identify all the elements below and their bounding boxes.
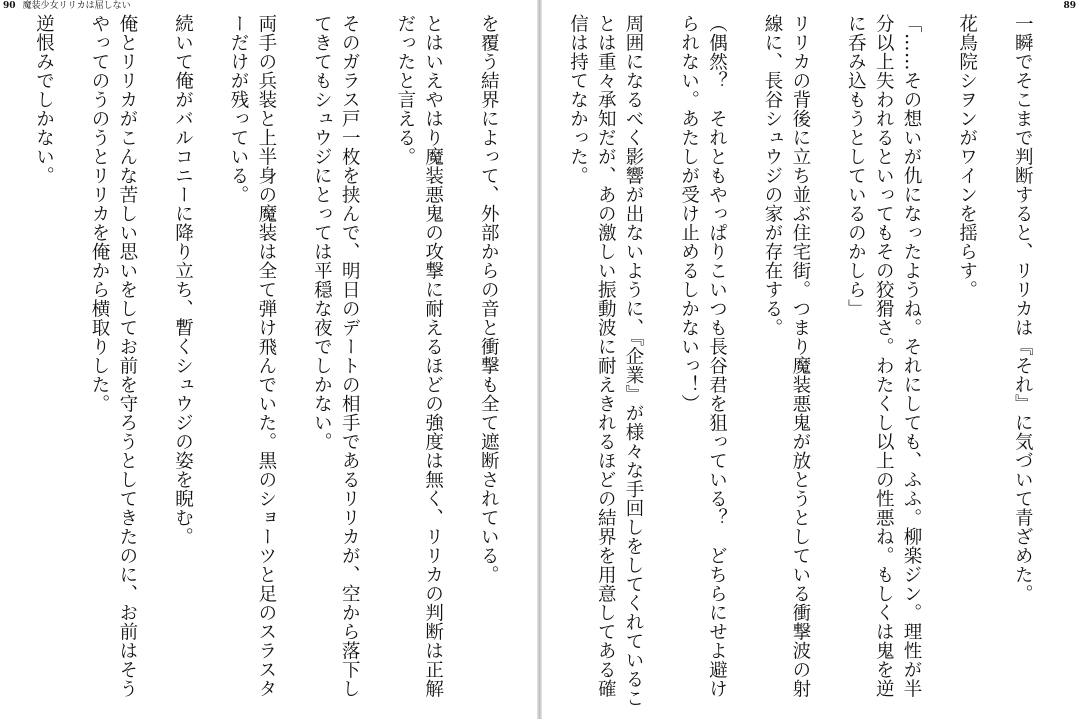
left-page-number: 90: [3, 1, 16, 11]
paragraph: （偶然？ それともやっぱりこいつも長谷君を狙っている？ どちらにせよ避けられない。あたしが受け止めるしかないっ！）: [678, 14, 728, 698]
right-page: [542, 0, 1080, 719]
right-page-body: [542, 14, 1064, 714]
paragraph: リリカの背後に立ち並ぶ住宅街。つまり魔装悪鬼が放とうとしている衝撃波の射線に、長谷シュウジの家が存在する。: [762, 14, 811, 698]
running-title: 魔装少女リリカは屈しない: [22, 1, 131, 11]
left-page-body: [0, 14, 530, 714]
right-page-number: 89: [1063, 1, 1076, 11]
paragraph: 一瞬でそこまで判断すると、リリカは『それ』に気づいて青ざめた。: [1012, 14, 1034, 603]
paragraph: 両手の兵装と上半身の魔装は全て弾け飛んでいた。黒のショーツと足のスラスターだけが残っている。: [228, 14, 277, 698]
paragraph: 花鳥院シヲンがワインを揺らす。: [956, 14, 978, 299]
paragraph: 「……その想いが仇になったようね。それにしても、ふふ。柳楽ジン。理性が半分以上失われるといってもその狡猾さ。わたくし以上の性悪ね。もしくは鬼を逆に呑み込もうとしているのかしら」: [845, 14, 923, 698]
paragraph: そのガラス戸一枚を挟んで、明日のデートの相手であるリリカが、空から落下してきてもシュウジにとっては平穏な夜でしかない。: [311, 14, 361, 698]
paragraph: を覆う結界によって、外部からの音と衝撃も全て遮断されている。: [478, 14, 500, 584]
left-running-head: [3, 1, 131, 12]
paragraph: 周囲になるべく影響が出ないように、『企業』が様々な手回しをしてくれていることは重々承知だが、あの激しい振動波に耐えきれるほどの結界を用意してある確信は持てなかった。: [567, 14, 645, 708]
paragraph: [0, 14, 2, 714]
paragraph: 逆恨みでしかない。: [33, 14, 55, 185]
left-page: [0, 0, 537, 719]
paragraph: とはいえやはり魔装悪鬼の攻撃に耐えるほどの強度は無く、リリカの判断は正解だったと言える。: [394, 14, 444, 698]
paragraph: 続いて俺がバルコニーに降り立ち、暫くシュウジの姿を睨む。: [172, 14, 194, 546]
paragraph: 俺とリリカがこんな苦しい思いをしてお前を守ろうとしてきたのに、お前はそうやってのうのうとリリカを俺から横取りした。: [89, 14, 138, 698]
